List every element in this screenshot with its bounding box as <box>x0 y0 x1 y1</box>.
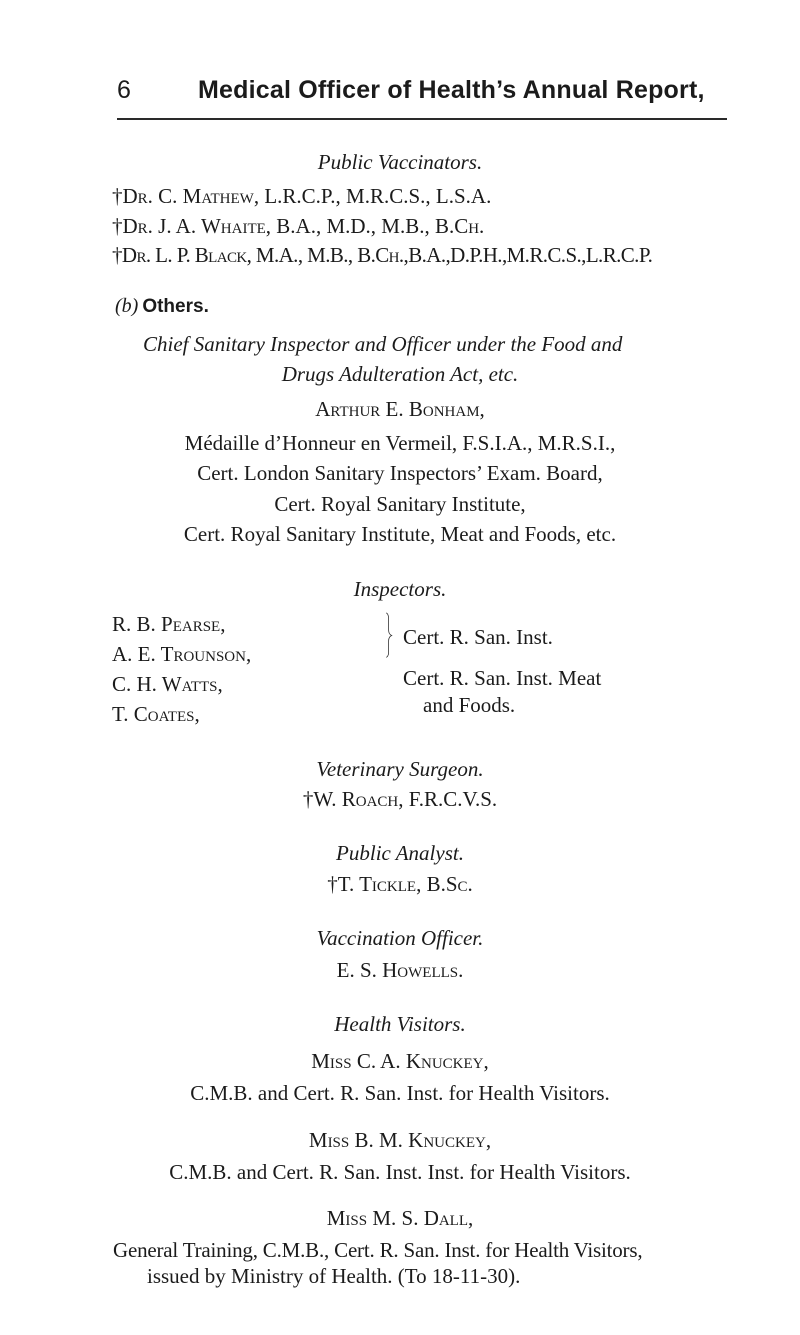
vaccinator-entry: †Dr. L. P. Black, M.A., M.B., B.Ch.,B.A.,D.P.H.,M.R.C.S.,L.R.C.P. <box>112 243 653 267</box>
public-vaccinators-heading: Public Vaccinators. <box>317 150 483 174</box>
analyst-heading: Public Analyst. <box>336 841 464 865</box>
inspector-name: T. Coates, <box>112 702 200 726</box>
others-label <box>115 295 209 318</box>
chief-qualification: Cert. London Sanitary Inspectors’ Exam. Board, <box>197 461 603 485</box>
vaccination-officer-name: E. S. Howells. <box>336 958 464 982</box>
health-visitor-qualification: C.M.B. and Cert. R. San. Inst. for Health Visitors. <box>190 1081 610 1105</box>
health-visitor-qualification: General Training, C.M.B., Cert. R. San. Inst. for Health Visitors, <box>113 1238 643 1262</box>
inspector-qualification-2: Cert. R. San. Inst. Meat <box>403 666 602 690</box>
chief-qualification: Médaille d’Honneur en Vermeil, F.S.I.A., M.R.S.I., <box>184 431 616 455</box>
vaccinator-entry: †Dr. C. Mathew, L.R.C.P., M.R.C.S., L.S.A. <box>112 184 492 208</box>
brace-icon <box>378 612 400 734</box>
inspector-qualification-1: Cert. R. San. Inst. <box>403 625 553 649</box>
veterinary-heading: Veterinary Surgeon. <box>316 757 484 781</box>
analyst-name: †T. Tickle, B.Sc. <box>327 872 473 896</box>
health-visitors-heading: Health Visitors. <box>334 1012 466 1036</box>
health-visitor-name: Miss B. M. Knuckey, <box>308 1128 492 1152</box>
chief-title-line2: Drugs Adulteration Act, etc. <box>281 362 519 386</box>
others-label-prefix: (b) <box>115 295 139 317</box>
header-rule <box>117 118 727 120</box>
page-number: 6 <box>117 76 131 104</box>
chief-title-line1: Chief Sanitary Inspector and Officer under the Food and <box>143 332 623 356</box>
inspector-name: A. E. Trounson, <box>112 642 252 666</box>
running-title: Medical Officer of Health’s Annual Report, <box>198 76 705 104</box>
inspector-name: C. H. Watts, <box>112 672 223 696</box>
chief-qualification: Cert. Royal Sanitary Institute, <box>274 492 526 516</box>
vaccinator-entry: †Dr. J. A. Whaite, B.A., M.D., M.B., B.Ch. <box>112 214 485 238</box>
health-visitor-name: Miss M. S. Dall, <box>326 1206 474 1230</box>
chief-name: Arthur E. Bonham, <box>315 397 485 421</box>
inspector-qualification-2-cont: and Foods. <box>423 693 516 717</box>
vaccination-officer-heading: Vaccination Officer. <box>316 926 484 950</box>
health-visitor-qualification: issued by Ministry of Health. (To 18-11-30). <box>147 1264 521 1288</box>
inspectors-heading: Inspectors. <box>353 577 447 601</box>
inspector-name: R. B. Pearse, <box>112 612 226 636</box>
others-label-text: Others. <box>142 296 209 317</box>
veterinary-name: †W. Roach, F.R.C.V.S. <box>302 787 498 811</box>
chief-qualification: Cert. Royal Sanitary Institute, Meat and Foods, etc. <box>183 522 617 546</box>
health-visitor-name: Miss C. A. Knuckey, <box>311 1049 489 1073</box>
health-visitor-qualification: C.M.B. and Cert. R. San. Inst. Inst. for Health Visitors. <box>169 1160 631 1184</box>
